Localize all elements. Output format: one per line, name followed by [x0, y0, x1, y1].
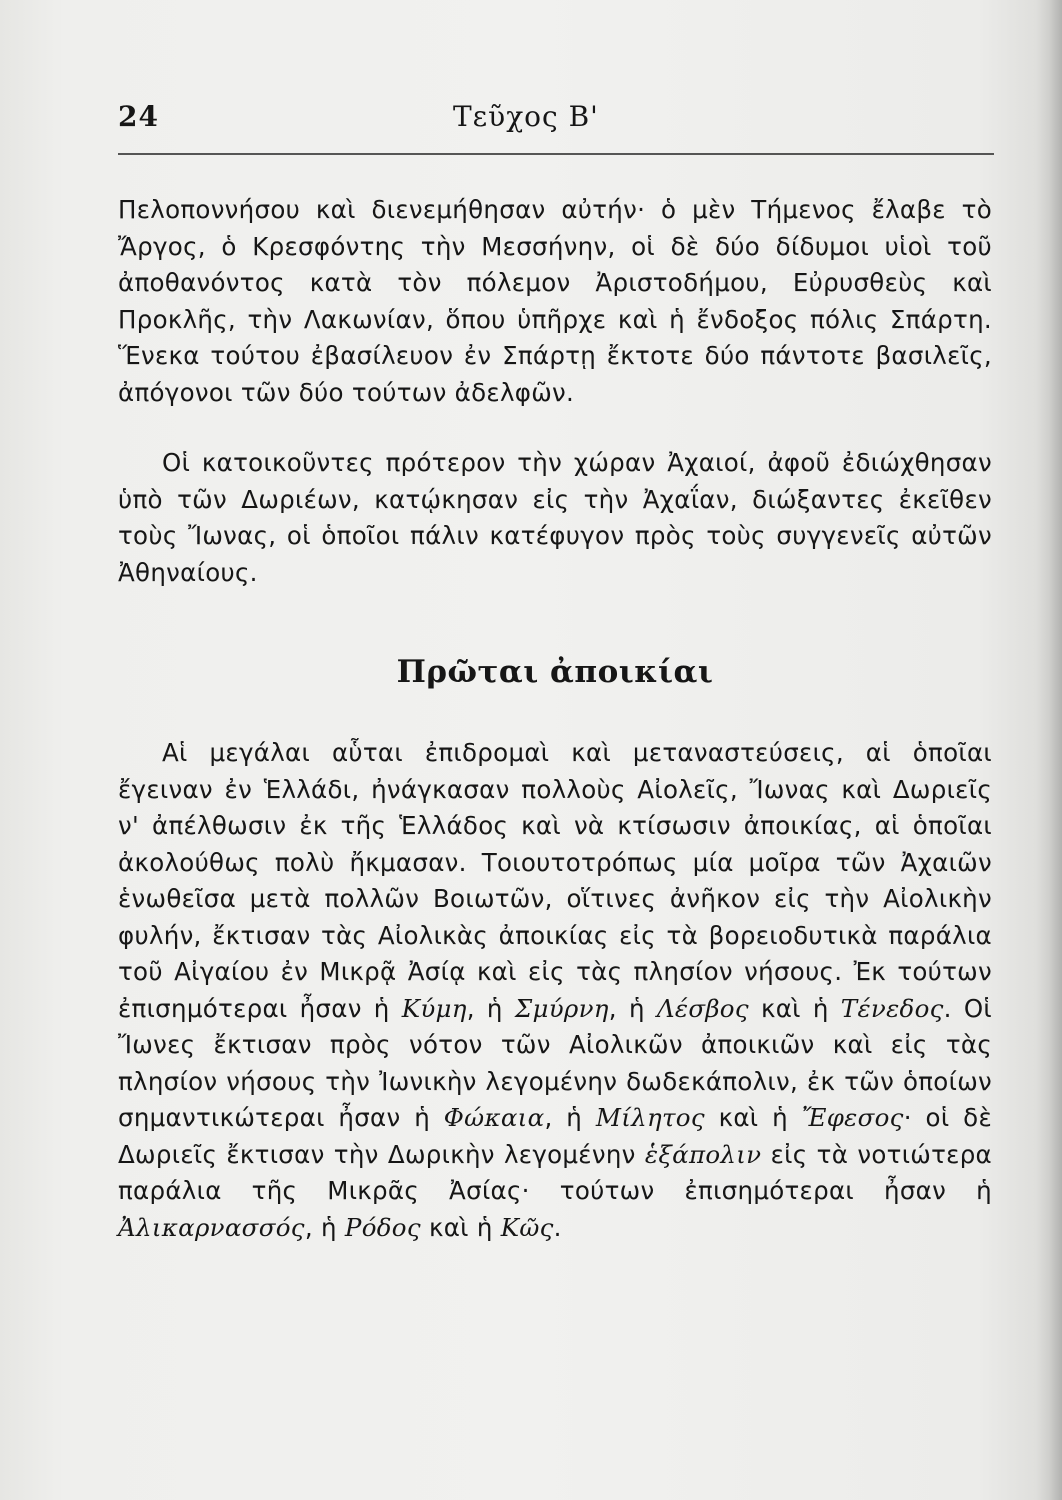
colonies-text-d: εἰς τὰ νοτιώτερα παράλια τῆς Μικρᾶς Ἀσίας· τούτων ἐπισημότεραι ἦσαν ἡ	[118, 1139, 993, 1205]
paragraph-peloponnese-division: Πελοποννήσου καὶ διενεμήθησαν αὐτήν· ὁ μὲν Τήμενος ἔλαβε τὸ Ἄργος, ὁ Κρεσφόντης τὴν Μεσσήνην, οἱ δὲ δύο δίδυμοι υἱοὶ τοῦ ἀποθανόντος κατὰ τὸν πόλεμον Ἀριστοδήμου, Εὐρυσθεὺς καὶ Προκλῆς, τὴν Λακωνίαν, ὅπου ὑπῆρχε καὶ ἡ ἔνδοξος πόλις Σπάρτη. Ἕνεκα τούτου ἐβασίλευον ἐν Σπάρτῃ ἔκτοτε δύο πάντοτε βασιλεῖς, ἀπόγονοι τῶν δύο τούτων ἀδελφῶν.	[118, 195, 992, 407]
paragraph-achaeans: Οἱ κατοικοῦντες πρότερον τὴν χώραν Ἀχαιοί, ἀφοῦ ἐδιώχθησαν ὑπὸ τῶν Δωριέων, κατῴκησαν εἰς τὴν Ἀχαΐαν, διώξαντες ἐκεῖθεν τοὺς Ἴωνας, οἱ ὁποῖοι πάλιν κατέφυγον πρὸς τοὺς συγγενεῖς αὐτῶν Ἀθηναίους.	[118, 448, 992, 587]
section-heading: Πρῶται ἀποικίαι	[396, 654, 714, 690]
place-smyrni: Σμύρνη	[514, 993, 609, 1023]
colonies-text-c: · οἱ δὲ Δωριεῖς ἔκτισαν τὴν Δωρικὴν λεγομένην	[118, 1103, 992, 1169]
place-lesvos: Λέσβος	[656, 993, 749, 1023]
term-exapolin: ἑξάπολιν	[644, 1139, 762, 1169]
colonies-text-a: Αἱ μεγάλαι αὗται ἐπιδρομαὶ καὶ μεταναστεύσεις, αἱ ὁποῖαι ἔγειναν ἐν Ἑλλάδι, ἠνάγκασαν πολλοὺς Αἰολεῖς, Ἴωνας καὶ Δωριεῖς ν' ἀπέλθωσιν ἐκ τῆς Ἑλλάδος καὶ νὰ κτίσωσιν ἀποικίας, αἱ ὁποῖαι ἀκολούθως πολὺ ἤκμασαν. Τοιουτοτρόπως μία μοῖρα τῶν Ἀχαιῶν ἑνωθεῖσα μετὰ πολλῶν Βοιωτῶν, οἵτινες ἀνῆκον εἰς τὴν Αἰολικὴν φυλήν, ἔκτισαν τὰς Αἰολικὰς ἀποικίας εἰς τὰ βορειοδυτικὰ παράλια τοῦ Αἰγαίου ἐν Μικρᾷ Ἀσίᾳ καὶ εἰς τὰς πλησίον νήσους. Ἐκ τούτων ἐπισημότεραι ἦσαν ἡ	[118, 738, 992, 1023]
separator: καὶ ἡ	[420, 1212, 501, 1242]
paragraph-first-colonies	[118, 735, 992, 1246]
colonies-text-b: . Οἱ Ἴωνες ἔκτισαν πρὸς νότον τῶν Αἰολικῶν ἀποικιῶν καὶ εἰς τὰς πλησίον νήσους τὴν Ἰωνικὴν λεγομένην δωδεκάπολιν, ἐκ τῶν ὁποίων σημαντικώτεραι ἦσαν ἡ	[118, 993, 993, 1132]
place-tenedos: Τένεδος	[840, 993, 944, 1023]
running-head: Τεῦχος Β'	[453, 100, 599, 133]
page-header	[118, 100, 998, 144]
separator: , ἡ	[466, 993, 515, 1023]
sentence-end: .	[553, 1212, 562, 1242]
place-fokaia: Φώκαια	[443, 1103, 545, 1132]
separator: καὶ ἡ	[704, 1103, 802, 1132]
separator: , ἡ	[304, 1212, 345, 1242]
place-alikarnassos: Ἀλικαρνασσός	[118, 1212, 305, 1242]
wavy-header-rule	[118, 146, 998, 162]
separator: , ἡ	[544, 1103, 596, 1132]
place-kyme: Κύμη	[401, 993, 467, 1023]
place-efesos: Ἔφεσος	[801, 1103, 904, 1132]
separator: , ἡ	[608, 993, 657, 1023]
place-miletos: Μίλητος	[595, 1103, 705, 1132]
page-edge-shadow	[1036, 0, 1062, 1500]
place-rodos: Ρόδος	[344, 1212, 421, 1242]
separator: καὶ ἡ	[748, 993, 841, 1023]
page-number: 24	[118, 100, 159, 133]
place-kos: Κῶς	[500, 1212, 554, 1242]
